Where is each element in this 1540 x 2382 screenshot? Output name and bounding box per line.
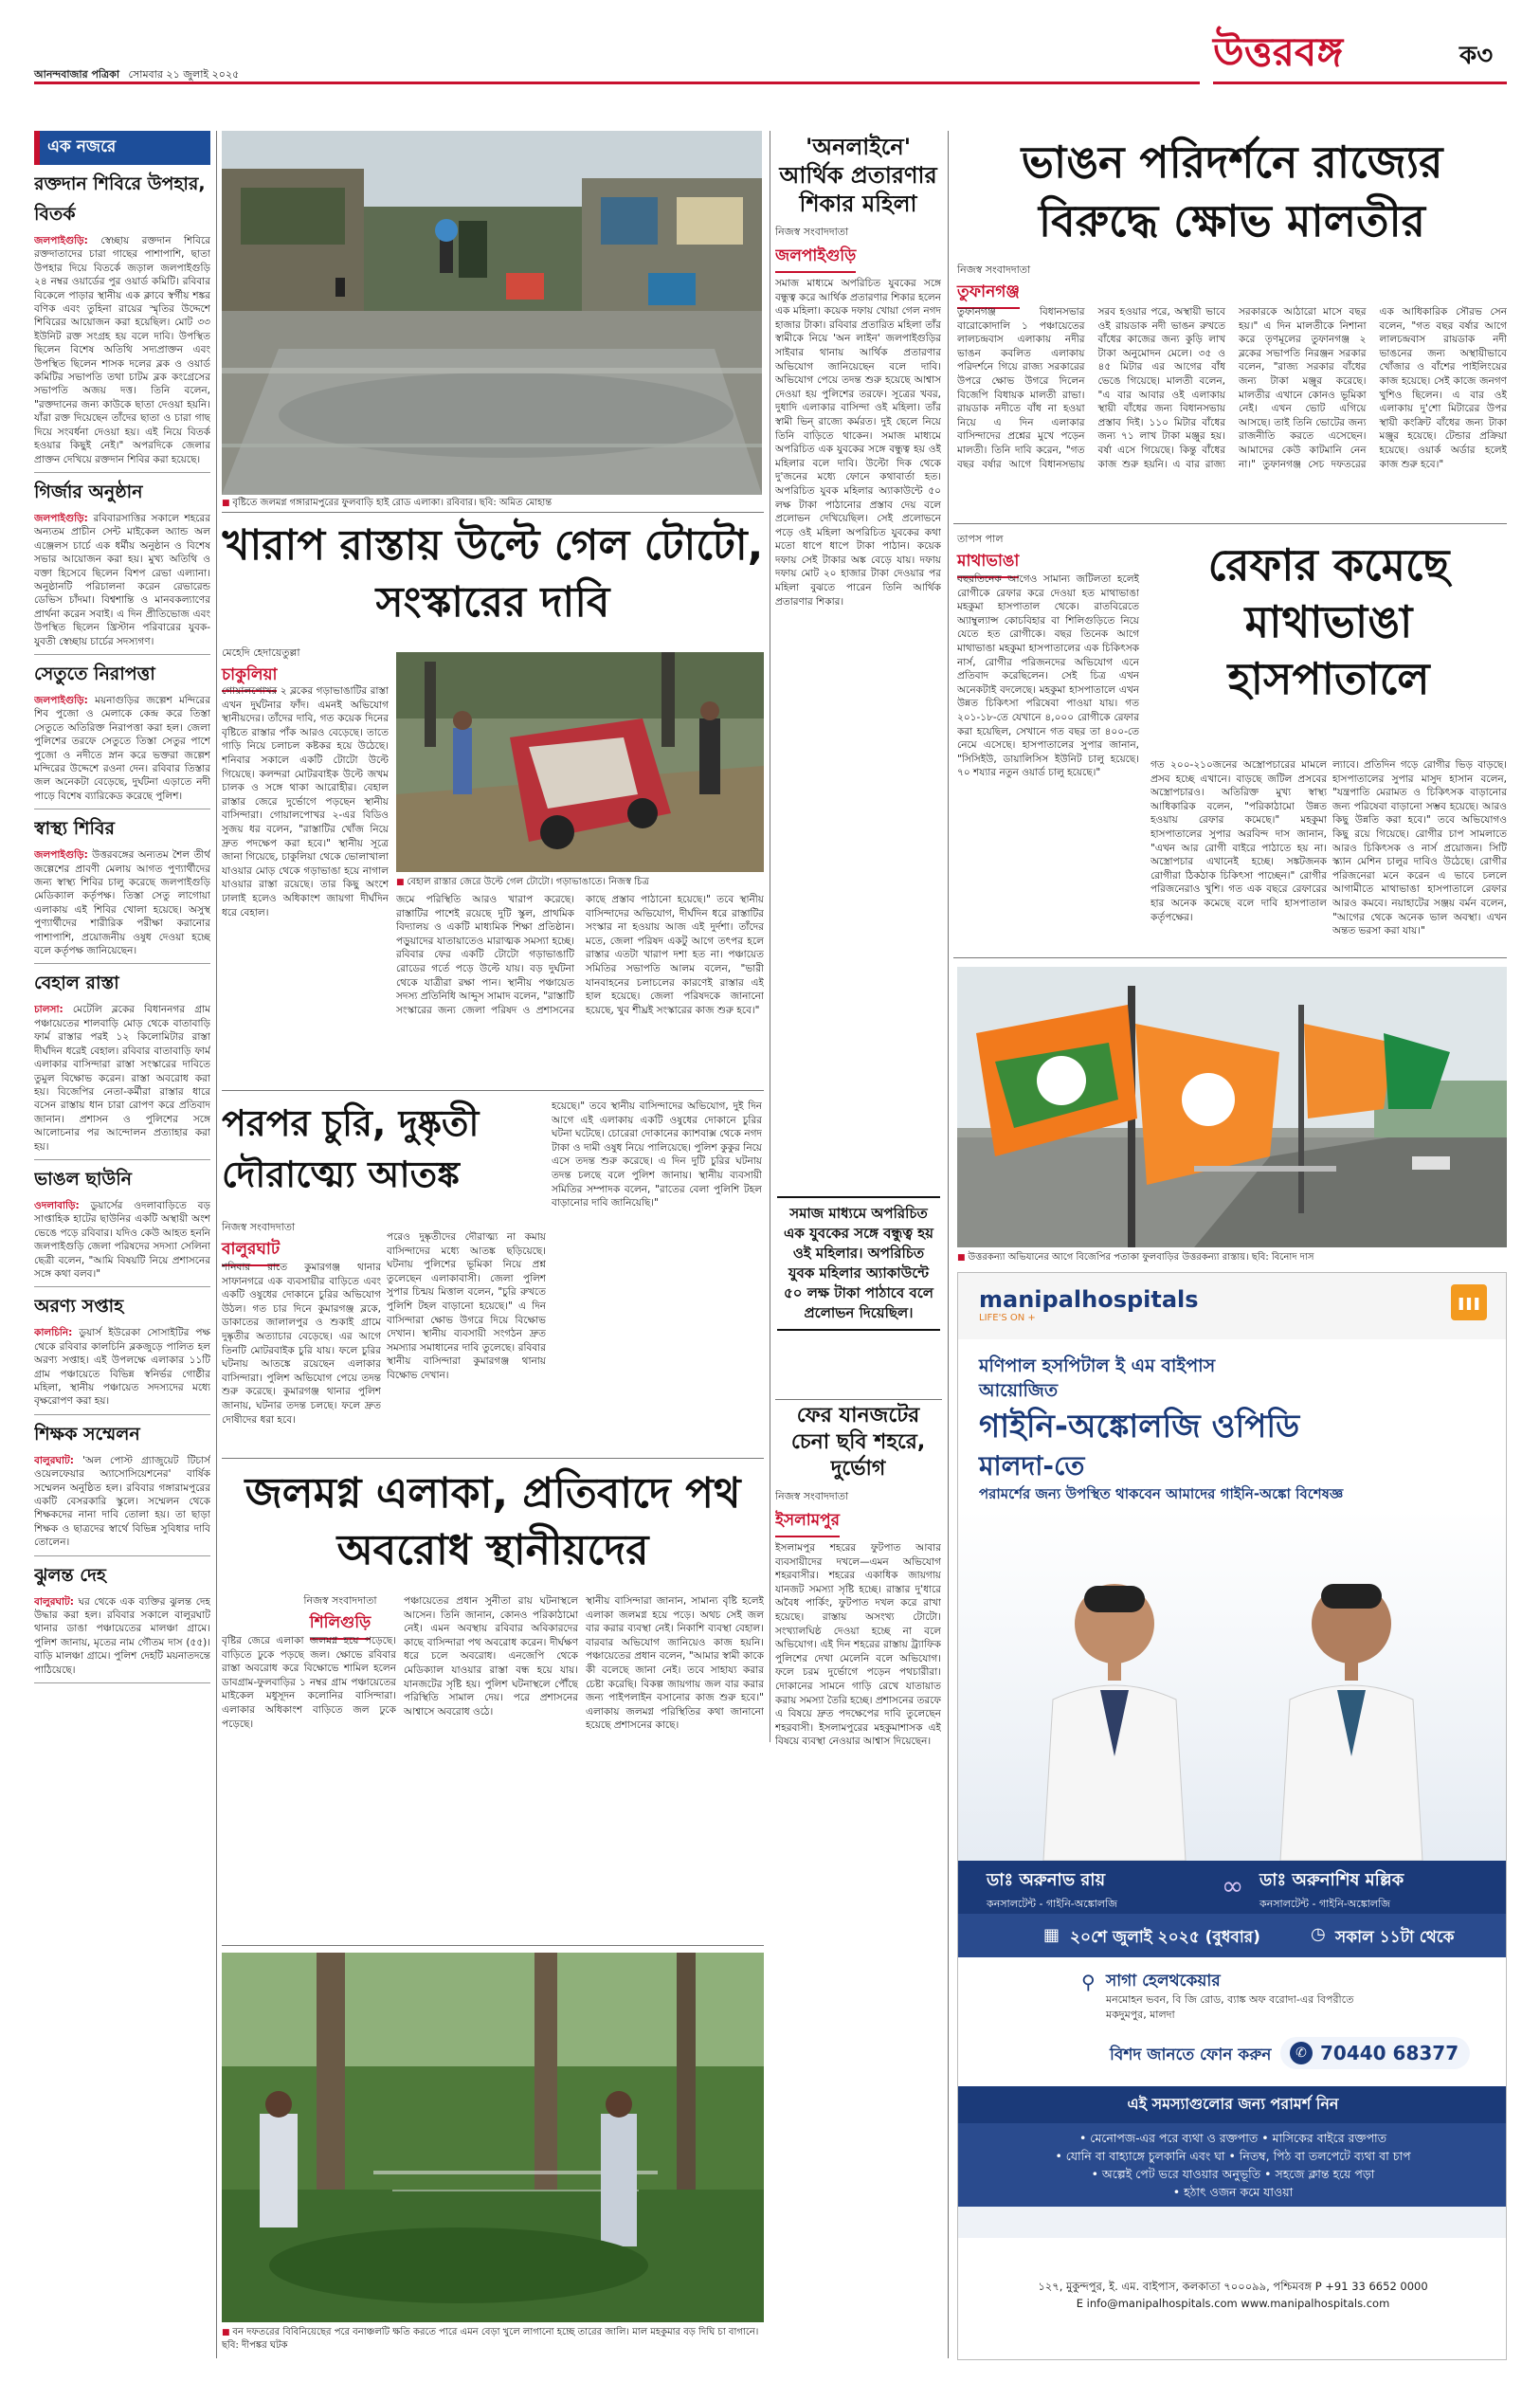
ad-footer <box>958 2278 1507 2312</box>
sidebar-item-place: জলপাইগুড়ি: <box>34 849 88 862</box>
forest-photo-caption: ■ বন দফতরের বিবিনিয়েছের পরে বনাঞ্চলটি ক্ষতি করতে পারে এমন বেড়া খুলে লাগানো হচ্ছে তারের জালি। মাল মহকুমার বড় দিঘি চা বাগানে। ছবি: দীপঙ্কর ঘটক <box>222 2326 764 2352</box>
sidebar-item-body <box>34 512 210 648</box>
sidebar-item-title: বেহাল রাস্তা <box>34 973 119 994</box>
sidebar <box>34 131 210 2358</box>
theft-body-col2: পরেও দুষ্কৃতীদের দৌরাত্ম্য না কমায় বাসিন্দাদের মধ্যে আতঙ্ক ছড়িয়েছে। ঘটনায় পুলিশের ভূমিকা নিয়ে প্রশ্ন তুলেছেন এলাকাবাসী। জেলা পুলিশ সুপার চিন্ময় মিত্তাল বলেন, "চুরি রুখতে পুলিশি টহল বাড়ানো হয়েছে।" এ দিন বাসিন্দারা ক্ষোভ উগরে দিয়ে বিক্ষোভ দেখান। স্থানীয় ব্যবসায়ী সংগঠন দ্রুত সমস্যার সমাধানের দাবি তুলেছে। রবিবার স্থানীয় বাসিন্দারা কুমারগঞ্জ থানায় বিক্ষোভ দেখান। <box>387 1231 546 1381</box>
malati-body <box>957 305 1507 514</box>
refer-headline: রেফার কমেছে মাথাভাঙা হাসপাতালে <box>1207 539 1450 704</box>
ad-footer-contact: E info@manipalhospitals.com www.manipalhospitals.com <box>1076 2297 1390 2310</box>
sidebar-item-body <box>34 1199 210 1281</box>
flood-street-photo <box>222 131 762 495</box>
fraud-body: সমাজ মাধ্যমে অপরিচিত যুবকের সঙ্গে বন্ধুত্ব করে আর্থিক প্রতারণার শিকার হলেন এক মহিলা। কয়েক দফায় খোয়া গেল নগদ হাজার টাকা। রবিবার প্রতারিত মহিলা তাঁর স্বামীকে নিয়ে 'অন লাইন' জলপাইগুড়ির সাইবার থানায় আর্থিক প্রতারণার অভিযোগ জানিয়েছেন বলে দাবি। অভিযোগ পেয়ে তদন্ত শুরু হয়েছে আশ্বাস দেওয়া হয় পুলিশের তরফে। সূত্রের খবর, দুধাদি এলাকার বাসিন্দা ওই মহিলা। তাঁর স্বামী ভিন্ রাজ্যে কর্মরত। দুই ছেলে নিয়ে তিনি বাড়িতে থাকেন। সমাজ মাধ্যমে অপরিচিত এক যুবকের সঙ্গে বন্ধুত্ব হয় ওই মহিলার বলে দাবি। উল্টো দিক থেকে দু'জনের মধ্যে ফোনে কথাবার্তা হত। অপরিচিত যুবক মহিলার অ্যাকাউন্টে ৫০ লক্ষ টাকা পাঠানোর প্রস্তাব দেয় বলে প্রলোভন দেখিয়েছিল। সেই প্রলোভনে পড়ে ওই মহিলা অপরিচিত যুবকের কথা মতো ধাপে ধাপে টাকা পাঠান। কয়েক দফায় সেই টাকার অঙ্ক বেড়ে যায়। দফায় দফায় মোট ২০ হাজার টাকা দেওয়ার পর মহিলা বুঝতে পারেন তিনি আর্থিক প্রতারণার শিকার। <box>775 278 941 608</box>
ad-title: গাইনি-অঙ্কোলজি ওপিডি <box>979 1408 1300 1446</box>
doctor1-block <box>987 1866 1214 1914</box>
toto-bottom-rule <box>222 1090 764 1091</box>
sidebar-item-text: উত্তরবঙ্গের অন্যতম শৈল তীর্থ জল্পেশের প্রাবণী মেলায় আগত পুণ্যার্থীদের জন্য স্বাস্থ্য শিবির চালু করেছে জলপাইগুড়ি মেডিক্যাল কর্তৃপক্ষ। তিস্তা সেতু লাগোয়া এলাকায় এই শিবির খোলা হয়েছে। অসুস্থ পুণ্যার্থীদের শারীরিক পরীক্ষা করানোর পাশাপাশি, প্রয়োজনীয় ওষুধ দেওয়া হচ্ছে বলে কর্তৃপক্ষ জানিয়েছেন। <box>34 849 210 957</box>
flood-body-col1: বৃষ্টির জেরে এলাকা জলমগ্ন হয়ে পড়েছে। বাড়িতে ঢুকে পড়ছে জল। ক্ষোভে রবিবার রাস্তা অবরোধ করে বিক্ষোভে শামিল হলেন ডাবগ্রাম-ফুলবাড়ির ১ নম্বর গ্রাম পঞ্চায়েতের মাইকেল মধুসূদন কলোনির বাসিন্দারা। এলাকার অধিকাংশ বাড়িতে জল ঢুকে পড়েছে। <box>222 1635 396 1730</box>
jam-headline: ফের যানজটের চেনা ছবি শহরে, দুর্ভোগ <box>790 1404 926 1481</box>
malati-byline-block <box>957 262 1080 309</box>
malati-body-text: তুফানগঞ্জ বিধানসভার বারোকোদালি ১ পঞ্চায়েতের লালচন্দ্রবাস এলাকায় নদীর ভাঙন কবলিত এলাকায় পরিদর্শনে গিয়ে রাজ্য সরকারের উপরে ক্ষোভ উগরে দিলেন বিজেপি বিধায়ক মালতী রাভা। রায়ডাক নদীতে বাঁধ না হওয়া নিয়ে এ দিন এলাকার বাসিন্দাদের প্রশ্নের মুখে পড়েন মালতী। তিনি দাবি করেন, "গত বছর বর্ষার আগে বিধানসভায় সরব হওয়ার পরে, অস্থায়ী ভাবে ওই রায়ডাক নদী ভাঙন রুখতে বাঁধের কাজের জন্য কুড়ি লাখ টাকা অনুমোদন মেলে। ৩৫ ও ৪৫ মিটার এর আগের বাঁধ ভেঙে গিয়েছে। মালতী বলেন, "এ বার আবার ওই এলাকায় স্থায়ী বাঁধের জন্য বিধানসভায় প্রস্তাব দিই। ১১০ মিটার বাঁধের জন্য ৭১ লাখ টাকা মঞ্জুর হয়। বর্ষা এসে গিয়েছে। কিন্তু বাঁধের কাজ শুরু হয়নি। এ বার রাজ্য সরকারকে আঠারো মাসে বছর হয়।" এ দিন মালতীকে নিশানা করে তৃণমূলের তুফানগঞ্জ ২ ব্লকের সভাপতি নিরঞ্জন সরকার বলেন, "রাজ্য সরকার বাঁধের জন্য টাকা মঞ্জুর করেছে। মালতীর এখানে কোনও ভূমিকা নেই। এখন ভোট এগিয়ে আসছে। তাই তিনি ভোটের জন্য রাজনীতি করতে এসেছেন। আমাদের কেউ কাটমানি নেন না।" তুফানগঞ্জ সেচ দফতরের এক আধিকারিক সৌরভ সেন বলেন, "গত বছর বর্ষার আগে লালচন্দ্রবাস রায়ডাক নদী ভাঙনের জন্য অস্থায়ীভাবে খোঁজার ও বাঁশের পাইলিংয়ের কাজ হয়েছে। সেই কাজে জনগণ খুশিও ছিলেন। এ বার ওই এলাকায় দু'শো মিটারের উপর স্থায়ী কংক্রিট বাঁধের জন্য টাকা মঞ্জুর হয়েছে। টেন্ডার প্রক্রিয়া হয়েছে। ওয়ার্ক অর্ডার হলেই কাজ শুরু হবে।" <box>957 306 1507 470</box>
malati-place: তুফানগঞ্জ <box>957 280 1020 309</box>
ad-doctor-bar <box>958 1861 1507 1914</box>
sidebar-news-item <box>34 1421 210 1556</box>
sidebar-item-place: বালুরঘাট: <box>34 1595 74 1608</box>
jam-story <box>775 1403 941 2351</box>
ad-venue-name: সাগা হেলথকেয়ার <box>1106 1972 1221 1991</box>
theft-bottom-rule <box>222 1458 764 1459</box>
sidebar-item-text: রবিবারসাত্তির সকালে শহরের অন্যতম প্রাচীন সেন্ট মাইকেল অ্যান্ড অল এঞ্জেলস চার্চে এক ধর্মীয় অনুষ্ঠান ও বিশেষ সভার আয়োজন করা হয়। মুখ্য অতিথি ও বক্তা হিসেবে ছিলেন বিশপ রেভা এল্যানা। অনুষ্ঠানটি পরিচালনা করেন রেভারেন্ড ডেভিস চাঁদমা। বিশ্বশান্তি ও মানবকল্যাণের প্রার্থনা করেন সবাই। এ দিন প্রীতিভোজ এবং উপস্থিত ছিলেন খ্রিস্টান পরিবারের যুবক-যুবতী স্বেচ্ছায় চার্চের সদস্যগণ। <box>34 512 210 647</box>
flood-body-col3: স্থানীয় বাসিন্দারা জানান, সামান্য বৃষ্টি হলেই এলাকা জলমগ্ন হয়ে পড়ে। অথচ সেই জল বার করার ব্যবস্থা নেই। নিকাশি ব্যবস্থা বেহাল। বারবার অভিযোগ জানিয়েও কাজ হয়নি। পঞ্চায়েতের প্রধান বলেন, "আমার স্বামী কাকে কী বলেছে জানা নেই। তবে সাহায্য করার চেষ্টা করেছি। বিকল্প জায়গায় জল বার করার জন্য পাইপলাইন বসানোর কাজ শুরু হবে।" এলাকায় জলমগ্ন পরিস্থিতির কথা জানানো হয়েছে প্রশাসনের কাছে। <box>586 1595 764 1732</box>
sidebar-item-body <box>34 848 210 957</box>
ad-venue-addr1: মনমোহন ভবন, বি জি রোড, ব্যাঙ্ক অফ বরোদা-এর বিপরীতে <box>1106 1993 1354 2006</box>
refer-body-col3: ল্যাবে। প্রতিদিন গড়ে রোগীর ভিড় বাড়ছে। হাসপাতালের সুপার মাসুদ হাসান বলেন, "যন্ত্রপাতি মেরামত ও চিকিৎসক বাড়ানোর জন্য পরিষেবা বাড়ানো সম্ভব হয়েছে। আরও কিছু উন্নতি করা হবে।" তবে অভিযোগও কিছু রয়ে গিয়েছে। রোগীর চাপ সামলাতে আরও চিকিৎসক ও নার্স প্রয়োজন। সিটি স্ক্যান মেশিন চালুর দাবিও উঠেছে। রোগীর পরিজনেরা মনে করেন এ ভাবে চললে আগামীতে মাথাভাঙা হাসপাতালে রেফার আরও কমবে। নয়াহাটের সঞ্জয় বর্মন বলেন, "আগের থেকে অনেক ভাল অবস্থা। এখন অন্তত ভরসা করা যায়।" <box>1332 759 1507 937</box>
ad-brand <box>979 1286 1199 1323</box>
sidebar-item-title: ঝুলন্ত দেহ <box>34 1564 106 1586</box>
flood-place: শিলিগুড়ি <box>310 1610 371 1640</box>
theft-byline: নিজস্ব সংবাদদাতা <box>222 1221 296 1233</box>
ad-brand-sub: LIFE'S ON + <box>979 1313 1036 1323</box>
sidebar-item-place: চালসা: <box>34 1004 63 1016</box>
toto-byline: মেহেদি হেদায়েতুল্লা <box>222 646 300 659</box>
malati-headline: ভাঙন পরিদর্শনে রাজ্যের বিরুদ্ধে ক্ষোভ মালতীর <box>1021 136 1443 246</box>
sidebar-item-body <box>34 1003 210 1153</box>
sidebar-news-item <box>34 815 210 964</box>
refer-place: মাথাভাঙা <box>957 549 1019 578</box>
ad-phone: 70440 68377 <box>1320 2042 1459 2064</box>
toto-place: চাকুলিয়া <box>222 663 277 692</box>
bjp-photo-caption: ■ উত্তরকন্যা অভিযানের আগে বিজেপির পতাকা ফুলবাড়ির উত্তরকন্যা রাস্তায়। ছবি: বিনোদ দাস <box>957 1251 1507 1264</box>
symptoms-line4: • হঠাৎ ওজন কমে যাওয়া <box>1172 2185 1294 2199</box>
sidebar-item-place: জলপাইগুড়ি: <box>34 694 88 706</box>
sidebar-item-body <box>34 234 210 466</box>
ad-symptoms-title-text: এই সমস্যাগুলোর জন্য পরামর্শ নিন <box>1127 2095 1339 2113</box>
ad-venue-addr2: মকদুমপুর, মালদা <box>1106 2009 1175 2021</box>
refer-byline: তাপস পাল <box>957 533 1004 545</box>
toto-photo-caption: ■ বেহাল রাস্তার জেরে উল্টে গেল টোটো। গড়াভাঙাতে। নিজস্ব চিত্র <box>396 876 764 889</box>
forest-fence-photo <box>222 1953 764 2322</box>
paper-name: আনন্দবাজার পত্রিকা <box>34 68 120 81</box>
ad-header <box>958 1273 1507 1339</box>
malati-left-divider <box>948 131 949 2358</box>
theft-headline: পরপর চুরি, দুষ্কৃতী দৌরাত্ম্যে আতঙ্ক <box>222 1102 480 1195</box>
sidebar-divider <box>216 131 217 2358</box>
issue-date: সোমবার ২১ জুলাই ২০২৫ <box>128 68 240 81</box>
toto-body-col1: গোয়ালপোখর ২ ব্লকের গড়াভাঙাটির রাস্তা এখন দুর্ঘটনার ফাঁদ। এমনই অভিযোগ স্থানীয়দের। তাঁদের দাবি, গত কয়েক দিনের বৃষ্টিতে রাস্তার পাঁক আরও বেড়েছে। তাতে গাড়ি নিয়ে চলাচল কষ্টকর হয়ে উঠেছে। শনিবার সকালে একটি টোটো উল্টে গিয়েছে। কলন্দরা মোটরবাইক উল্টে জখম চালক ও সঙ্গে থাকা আরোহীর। বেহাল রাস্তার জেরে দুর্ভোগে পড়ছেন স্থানীয় বাসিন্দারা। গোয়ালপোখর ২-এর বিডিও সুজয় ধর বলেন, "রাস্তাটির খোঁজ নিয়ে দ্রুত পদক্ষেপ করা হবে।" স্থানীয় সূত্রে জানা গিয়েছে, চাকুলিয়া থেকে ভোলাখালা যাওয়ার মোড় থেকে গড়াভাঙা হয়ে নাগাল যাওয়ার রাস্তা রয়েছে। তার কিছু অংশে ঢালাই হলেও অধিকাংশ জায়গা দীর্ঘদিন ধরে বেহাল। <box>222 685 389 918</box>
ad-brand-name: manipalhospitals <box>979 1286 1199 1313</box>
jam-place-label: ইসলামপুর <box>775 1508 840 1537</box>
ad-date: ২০শে জুলাই ২০২৫ (বুধবার) <box>1070 1928 1260 1947</box>
flood-headline: জলমগ্ন এলাকা, প্রতিবাদে পথ অবরোধ স্থানীয়দের <box>245 1469 741 1574</box>
toto-body-col2-text: জমে পরিস্থিতি আরও খারাপ করেছে। রাস্তাটির পাশেই রয়েছে দুটি স্কুল, প্রাথমিক বিদ্যালয় ও একটি মাধ্যমিক শিক্ষা প্রতিষ্ঠান। পড়ুয়াদের যাতায়াতেও মারাত্মক সমস্যা হচ্ছে। রবিবার ফের একটি টোটো গড়াভাঙাটি রোডের গর্তে পড়ে উল্টে যায়। বড় দুর্ঘটনা থেকে যাত্রীরা রক্ষা পান। স্থানীয় পঞ্চায়েত সদস্য প্রতিনিধি আব্দুস সামাদ বলেন, "রাস্তাটি সংস্কারের জন্য জেলা পরিষদ ও প্রশাসনের কাছে প্রস্তাব পাঠানো হয়েছে।" তবে স্থানীয় বাসিন্দাদের অভিযোগ, দীর্ঘদিন ধরে রাস্তাটির সংস্কার না হওয়ায় আজ এই দুর্দশা। তাঁদের মতে, জেলা পরিষদ একটু আগে তৎপর হলে রাস্তার এতটা খারাপ দশা হত না। পঞ্চায়েত সমিতির সভাপতি আলম বলেন, "ভারী যানবাহনের চলাচলের কারণেই রাস্তার এই হাল হয়েছে। জেলা পরিষদকে জানানো হয়েছে, খুব শীঘ্রই সংস্কারের কাজ শুরু হবে।" <box>396 894 764 1016</box>
toto-headline: খারাপ রাস্তায় উল্টে গেল টোটো, সংস্কারের দাবি <box>222 521 764 627</box>
theft-body-col3: হয়েছে।" তবে স্থানীয় বাসিন্দাদের অভিযোগ, দুই দিন আগে এই এলাকায় একটি ওষুধের দোকানে চুরির ঘটনা ঘটেছে। চোরেরা দোকানের ক্যাশবাক্স থেকে নগদ টাকা ও দামী ওষুধ নিয়ে পালিয়েছে। পুলিশ কুকুর নিয়ে এসে তদন্ত শুরু করেছে। এ দিন দুটি চুরির ঘটনায় তদন্ত চলছে বলে পুলিশ জানায়। স্থানীয় ব্যবসায়ী সমিতির সম্পাদক বলেন, "রাতের বেলা পুলিশি টহল বাড়ানোর দাবি জানিয়েছি।" <box>552 1100 762 1209</box>
sidebar-item-body <box>34 1454 210 1550</box>
sidebar-item-text: ময়নাগুড়ির জল্পেশ মন্দিরের শিব পুজো ও মেলাকে কেন্দ্র করে তিস্তা সেতুতে অতিরিক্ত নিরাপত্তা করা হল। জেলা পুলিশের তরফে সেতুতে তিস্তা সেতুর পাশে পুজো ও নদীতে স্নান করে ভক্তরা জল্পেশ মন্দিরের উদ্দেশে রওনা দেন। রবিবার তিস্তার জল অনেকটা বেড়েছে, দুর্ঘটনা এড়াতে নদী পাড়ে বিশেষ ব্যারিকেড করেছে পুলিশ। <box>34 694 210 802</box>
sidebar-item-body <box>34 1326 210 1408</box>
theft-place: বালুরঘাট <box>222 1237 280 1266</box>
jam-top-rule <box>775 1399 942 1400</box>
page-number: ক৩ <box>1459 42 1494 70</box>
sidebar-item-text: স্বেচ্ছায় রক্তদান শিবিরে রক্তদাতাদের চারা গাছের পাশাপাশি, ছাতা উপহার দিয়ে বিতর্কে জড়াল জলপাইগুড়ি ২৪ নম্বর ওয়ার্ডের পুর ওয়ার্ড কমিটি। রবিবার বিকেলে পাড়ার স্থানীয় এক ক্লাবে স্বর্গীয় শঙ্কর বণিক এবং তুহিনা রায়ের স্মৃতির উদ্দেশে শিবিরের আয়োজন করা হয়েছিল। মোট ৩৩ ইউনিট রক্ত সংগ্রহ হয় বলে দাবি। উপস্থিত ছিলেন বিশেষ অতিথি সদ্যপ্রাক্তন এবং উপস্থিত ছিলেন শাসক দলের ব্লক ও ওয়ার্ড কমিটির সভাপতি তথা চাটম ব্লক কংগ্রেসের সভাপতি অজয় দত্ত। তিনি বলেন, "রক্তদানের জন্য কাউকে ছাতা দেওয়া হয়নি। যাঁরা রক্ত দিয়েছেন তাঁদের ছাতা ও চারা গাছ দিয়ে সংবর্ধনা দেওয়া হয়। এই নিয়ে বিতর্ক হওয়ার কিছুই নেই।" অপরদিকে জেলার প্রাক্তন দেখিয়ে রক্তদান শিবির করা হয়েছে। <box>34 235 210 465</box>
sidebar-item-title: অরণ্য সপ্তাহ <box>34 1296 124 1318</box>
ad-time: সকাল ১১টা থেকে <box>1335 1928 1455 1947</box>
sidebar-item-title: ভাঙল ছাউনি <box>34 1168 132 1190</box>
sidebar-news-item <box>34 1293 210 1414</box>
sidebar-item-body <box>34 694 210 803</box>
ad-datetime-bar <box>958 1914 1507 1957</box>
sidebar-item-text: ডুয়ার্সের ওদলাবাড়িতে বড় সাপ্তাহিক হাটের ছাউনির একটি অস্থায়ী অংশ ভেঙে পড়ে রবিবার। যদিও কেউ আহত হননি জলপাইগুড়ি জেলা পরিষদের সদস্যা সেলিনা ছেত্রী বলেন, "আমি বিষয়টি নিয়ে প্রশাসনের সঙ্গে কথা বলব।" <box>34 1199 210 1280</box>
sidebar-header <box>34 131 210 165</box>
sidebar-item-title: শিক্ষক সম্মেলন <box>34 1423 140 1445</box>
flood-bottom-rule <box>222 1945 764 1946</box>
masthead-top-rule <box>34 82 1200 84</box>
theft-body-col1: শনিবার রাতে কুমারগঞ্জ থানার সাফানগরে এক ব্যবসায়ীর বাড়িতে এবং একটি ওষুধের দোকানে চুরির অভিযোগ উঠল। গত চার দিনে কুমারগঞ্জ ব্লকে, ডাকাতের জালালপুর ও শুকাই গ্রামে দুষ্কৃতীর অত্যাচার বেড়েছে। এর আগে তিনটি মোটরবাইক চুরি যায়। ফলে চুরির ঘটনায় আতঙ্কে রয়েছেন এলাকার বাসিন্দারা। পুলিশ অভিযোগ পেয়ে তদন্ত শুরু করেছে। কুমারগঞ্জ থানার পুলিশ জানায়, ঘটনার তদন্ত চলছে। ফলে দ্রুত দোষীদের ধরা হবে। <box>222 1262 381 1426</box>
sidebar-news-item <box>34 970 210 1159</box>
sidebar-item-place: জলপাইগুড়ি: <box>34 235 88 246</box>
symptoms-line2: • যোনি বা বাহ্যাঙ্গে চুলকানি এবং ঘা • নিতম্ব, পিঠ বা তলপেটে ব্যথা বা চাপ <box>1055 2149 1411 2163</box>
sidebar-news-item <box>34 661 210 809</box>
symptoms-line3: • অল্পেই পেট ভরে যাওয়ার অনুভূতি • সহজে ক্লান্ত হয়ে পড়া <box>1091 2167 1375 2181</box>
sidebar-item-text: ডুয়ার্স ইউরেকা সোসাইটির পক্ষ থেকে রবিবার কালচিনি ব্লকজুড়ে পালিত হল অরণ্য সপ্তাহ। এই উপলক্ষে এলাকার ১১টি গ্রাম পঞ্চায়েতে বিভিন্ন স্বনির্ভর গোষ্ঠীর মহিলা, স্থানীয় পঞ্চায়েত সদস্যদের মধ্যে বৃক্ষরোপণ করা হয়। <box>34 1327 210 1408</box>
malati-byline: নিজস্ব সংবাদদাতা <box>957 264 1031 276</box>
ad-symptoms-list <box>958 2123 1507 2207</box>
sidebar-item-place: কালচিনি: <box>34 1327 73 1339</box>
flood-byline: নিজস্ব সংবাদদাতা <box>303 1594 377 1607</box>
ad-symptoms-title <box>958 2086 1507 2123</box>
sidebar-items <box>34 171 210 1683</box>
calendar-icon: ▦ <box>1043 1925 1060 1945</box>
sidebar-item-place: ওদলাবাড়ি: <box>34 1199 80 1211</box>
toto-accident-photo <box>396 652 764 872</box>
sidebar-item-body <box>34 1595 210 1677</box>
phone-icon: ✆ <box>1290 2042 1313 2064</box>
ad-line1: মণিপাল হসপিটাল ই এম বাইপাস <box>979 1355 1216 1376</box>
doctor2-photo <box>1271 1567 1432 1861</box>
symptoms-line1: • মেনোপজ-এর পরে ব্যথা ও রক্তপাত • মাসিকের বাইরে রক্তপাত <box>1078 2131 1387 2145</box>
ad-phone-box[interactable] <box>1280 2037 1470 2069</box>
sidebar-news-item <box>34 479 210 655</box>
sidebar-item-title: সেতুতে নিরাপত্তা <box>34 663 155 684</box>
sidebar-item-text: ঘর থেকে এক ব্যক্তির ঝুলন্ত দেহ উদ্ধার করা হল। রবিবার সকালে বালুরঘাট থানার ডাঙা পঞ্চায়েতের মালঞ্চা গ্রামে। পুলিশ জানায়, মৃতের নাম গৌতম দাস (৫৫)। বাড়ি মালঞ্চা গ্রামে। পুলিশ দেহটি ময়নাতদন্তে পাঠিয়েছে। <box>34 1595 210 1676</box>
sidebar-header-label: এক নজরে <box>47 137 117 156</box>
sidebar-item-place: বালুরঘাট: <box>34 1454 74 1466</box>
sidebar-item-title: রক্তদান শিবিরে উপহার, বিতর্ক <box>34 173 206 225</box>
clock-icon: ◷ <box>1311 1924 1326 1944</box>
fraud-byline: নিজস্ব সংবাদদাতা <box>775 226 849 238</box>
masthead <box>0 0 1540 87</box>
jam-byline: নিজস্ব সংবাদদাতা <box>775 1490 849 1502</box>
refer-bottom-rule <box>953 957 1507 958</box>
fraud-place <box>775 244 941 273</box>
masthead-right-rule <box>1213 82 1507 84</box>
location-pin-icon: ⚲ <box>1081 1971 1096 1993</box>
doctor2-block <box>1259 1866 1496 1914</box>
fraud-headline: 'অনলাইনে' আর্থিক প্রতারণার শিকার মহিলা <box>779 134 937 217</box>
malati-bottom-rule <box>953 523 1507 524</box>
ad-subtitle: মালদা-তে <box>979 1450 1085 1482</box>
bjp-flags-photo <box>957 967 1507 1247</box>
sidebar-news-item <box>34 1562 210 1683</box>
sidebar-item-text: মেটেলি ব্লকের বিধাননগর গ্রাম পঞ্চায়েতের শালবাড়ি মোড় থেকে বাতাবাড়ি ফার্ম রাস্তার পরই ১২ কিলোমিটার রাস্তা দীর্ঘদিন ধরেই বেহাল। রবিবার বাতাবাড়ি ফার্ম এলাকার বাসিন্দারা রাস্তা সংস্কারের দাবিতে তুমুল বিক্ষোভ করেন। রাস্তা অবরোধ করা হয়। বিজেপির নেতা-কর্মীরা রাস্তার ধারে বসেন রাস্তায় ধান চারা রোপণ করে প্রতিবাদ জানান। প্রশাসন ও পুলিশের সঙ্গে আলোচনার পর আন্দোলন প্রত্যাহার করা হয়। <box>34 1004 210 1153</box>
ad-logo-icon: ııı <box>1451 1284 1487 1320</box>
jam-body: ইসলামপুর শহরের ফুটপাত আবার ব্যবসায়ীদের দখলে—এমন অভিযোগ শহরবাসীর। শহরের একাধিক জায়গায় যানজট সমস্যা সৃষ্টি হচ্ছে। রাস্তার দু'ধারে অবৈধ পার্কিং, ফুটপাত দখল করে রাখা হয়েছে। রাস্তায় অসংখ্য টোটো। সংখ্যালঘিষ্ঠ দেওয়া হচ্ছে না বলে অভিযোগ। এই দিন শহরের রাস্তায় ট্র্যাফিক পুলিশের দেখা মেলেনি বলে অভিযোগ। ফলে চরম দুর্ভোগে পড়েন পথচারীরা। দোকানের সামনে গাড়ি রেখে যাতায়াত করায় সমস্যা তৈরি হচ্ছে। প্রশাসনের তরফে এ বিষয়ে দ্রুত পদক্ষেপের দাবি তুলেছেন শহরবাসী। ইসলামপুরের মহকুমাশাসক এই বিষয়ে ব্যবস্থা নেওয়ার আশ্বাস দিয়েছেন। <box>775 1542 941 1748</box>
sidebar-item-text: 'অল পোস্ট গ্র্যাজুয়েট টিচার্স ওয়েলফেয়ার অ্যাসোসিয়েশনের' বার্ষিক সম্মেলন অনুষ্ঠিত হল। রবিবার গঙ্গারামপুরের একটি বেসরকারি স্কুলে। সম্মেলন থেকে শিক্ষকদের নানা দাবি তোলা হয়। তা ছাড়া শিক্ষক ও ছাত্রদের স্বার্থে বিভিন্ন সুবিধার দাবি তোলেন। <box>34 1454 210 1549</box>
refer-body-col1: বছরতিনেক আগেও সামান্য জটিলতা হলেই রোগীকে রেফার করে দেওয়া হত মাথাভাঙা মহকুমা হাসপাতাল থেকে। রাতবিরেতে অ্যাম্বুল্যান্স কোচবিহার বা শিলিগুড়িতে নিয়ে যেতে হত রোগীকে। বছর তিনেক আগে মাথাভাঙা মহকুমা হাসপাতালের এক চিকিৎসক নার্স, রোগীর পরিজনদের অভিযোগ এনে প্রতিবাদ করেছিলেন। সেই চিত্র এখন অনেকটাই বদলেছে। মহকুমা হাসপাতালে এখন উন্নত চিকিৎসা পরিষেবা পাওয়া যায়। গত ২০১-১৮-তে যেখানে ৪,০০০ রোগীকে রেফার করা হয়েছিল, সেখানে গত বছর তা ৪০০-তে নেমে এসেছে। হাসপাতালের সুপার জানান, "সিসিইউ, ডায়ালিসিস ইউনিট চালু হয়েছে। ৭০ শয্যার নতুন ওয়ার্ড চালু হয়েছে।" <box>957 573 1139 779</box>
ribbon-icon: ∞ <box>1222 1870 1244 1901</box>
doctor2-name: ডাঃ অরুনাশিষ মল্লিক <box>1259 1870 1404 1890</box>
sidebar-news-item <box>34 171 210 473</box>
ad-line2: আয়োজিত <box>979 1380 1059 1401</box>
ad-tagline: পরামর্শের জন্য উপস্থিত থাকবেন আমাদের গাইনি-অঙ্কো বিশেষজ্ঞ <box>979 1485 1344 1502</box>
sidebar-item-title: গির্জার অনুষ্ঠান <box>34 481 143 502</box>
fraud-quote: সমাজ মাধ্যমে অপরিচিত এক যুবকের সঙ্গে বন্ধুত্ব হয় ওই মহিলার। অপরিচিত যুবক মহিলার অ্যাকাউন্টে ৫০ লক্ষ টাকা পাঠাবে বলে প্রলোভন দিয়েছিল। <box>783 1205 934 1321</box>
toto-body-col2 <box>396 893 764 1082</box>
refer-body-col2: গত ২০০-২১০জনের অস্ত্রোপচারের মামলে প্রসব হচ্ছে এখানে। বাড়ছে জটিল প্রসবের অস্ত্রোপচারও। অতিরিক্ত মুখ্য স্বাস্থ্য আধিকারিক বলেন, "পরিকাঠামো উন্নত হওয়ায় রেফার কমেছে।" মহকুমা হাসপাতালের সুপার অরবিন্দ দাস জানান, "এখন আর রোগী বাইরে পাঠাতে হয় না। অস্ত্রোপচার এখানেই হচ্ছে। সঙ্কটজনক রোগীরা ঠিকঠাক চিকিৎসা পাচ্ছেন।" রোগীর পরিজনেরাও খুশি। গত এক বছরে রেফারের হার অনেক কমেছে বলে দাবি হাসপাতাল কর্তৃপক্ষের। <box>1150 759 1327 923</box>
sidebar-item-place: জলপাইগুড়ি: <box>34 512 88 524</box>
doctor1-photo <box>1034 1567 1195 1861</box>
flood-photo-caption: ■ বৃষ্টিতে জলমগ্ন গঙ্গারামপুরের ফুলবাড়ি হাই রোড এলাকা। রবিবার। ছবি: অমিত মোহান্ত <box>222 497 762 510</box>
ad-symptoms-box <box>958 2086 1507 2238</box>
doctor1-name: ডাঃ অরুনাভ রায় <box>987 1870 1106 1890</box>
manipal-ad <box>957 1272 1507 2360</box>
ad-doctors-area <box>958 1510 1507 1861</box>
toto-top-rule <box>222 512 764 513</box>
doctor2-title: কনসালটেন্ট - গাইনি-অঙ্কোলজি <box>1259 1898 1390 1910</box>
jam-place <box>775 1508 941 1537</box>
ad-call-label: বিশদ জানতে ফোন করুন <box>1110 2046 1272 2064</box>
sidebar-item-title: স্বাস্থ্য শিবির <box>34 818 115 840</box>
section-title: উত্তরবঙ্গ <box>1213 28 1344 75</box>
ad-footer-address: ১২৭, মুকুন্দপুর, ই. এম. বাইপাস, কলকাতা ৭০০০৯৯, পশ্চিমবঙ্গ P +91 33 6652 0000 <box>1038 2280 1428 2293</box>
doctor1-title: কনসালটেন্ট - গাইনি-অঙ্কোলজি <box>987 1898 1117 1910</box>
sidebar-news-item <box>34 1166 210 1287</box>
theft-byline-block <box>222 1219 373 1266</box>
refer-byline-block <box>957 531 1147 578</box>
fraud-place-label: জলপাইগুড়ি <box>775 244 856 273</box>
flood-body-col2: পঞ্চায়েতের প্রধান সুনীতা রায় ঘটনাস্থলে আসেন। তিনি জানান, কোনও পরিকাঠামো নেই। এমন অবস্থায় রবিবার অবিকারদের কাছে বাসিন্দারা পথ অবরোধ করেন। দীর্ঘক্ষণ ধরে চলে অবরোধ। এনজেপি থেকে মেডিক্যাল যাওয়ার রাস্তা বন্ধ হয়ে যায়। যানজটের সৃষ্টি হয়। পুলিশ ঘটনাস্থলে পৌঁছে পরিস্থিতি সামাল দেয়। পরে প্রশাসনের আশ্বাসে অবরোধ ওঠে। <box>404 1595 578 1718</box>
fraud-quote-box <box>777 1196 940 1331</box>
